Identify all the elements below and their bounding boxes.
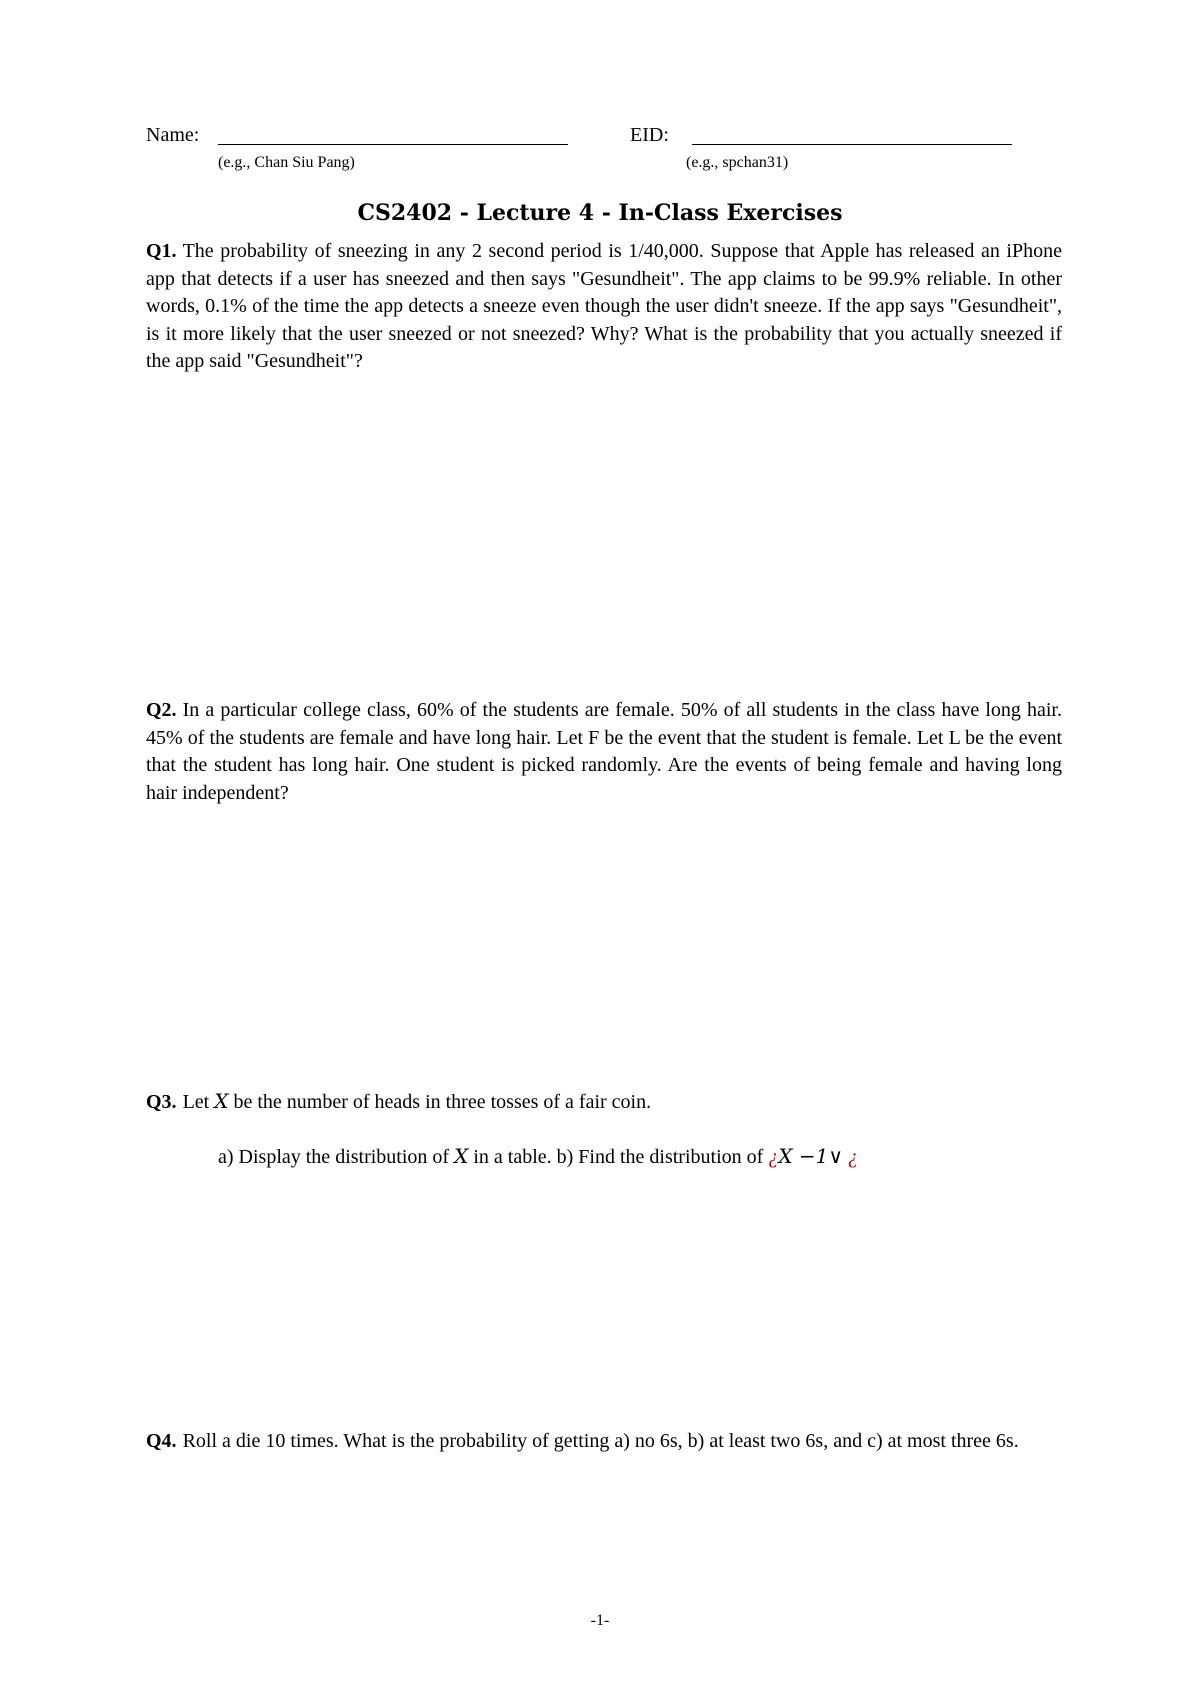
part-a-suffix: in a table. (473, 1146, 552, 1168)
eid-blank-line (692, 144, 1012, 145)
part-b-prefix: b) Find the distribution of (556, 1146, 764, 1168)
part-a-prefix: a) Display the distribution of (218, 1146, 450, 1168)
variable-x: X (214, 1089, 229, 1113)
question-3 (146, 1088, 1062, 1117)
eid-label: EID: (630, 124, 669, 146)
part-b-open-symbol: ¿ (768, 1146, 779, 1168)
question-4 (146, 1428, 1062, 1456)
page-number: -1- (590, 1612, 610, 1629)
question-text-after: be the number of heads in three tosses of a fair coin. (233, 1091, 652, 1113)
question-1 (146, 238, 1062, 376)
part-b-close-symbol: ¿ (848, 1146, 859, 1168)
page-title: CS2402 - Lecture 4 - In-Class Exercises (357, 200, 843, 226)
question-text: The probability of sneezing in any 2 second period is 1/40,000. Suppose that Apple has released an iPhone app that detects if a user has sneezed and then says "Gesundheit". The app claims to be 99.9% reliable. In other words, 0.1% of the time the app detects a sneeze even though the user didn't sneeze. If the app says "Gesundheit", is it more likely that the user sneezed or not sneezed? Why? What is the probability that you actually sneezed if the app said "Gesundheit"? (146, 240, 1062, 372)
part-b-expression: X −1∨ (778, 1144, 844, 1168)
question-3-parts (218, 1143, 1098, 1172)
name-blank-line (218, 144, 568, 145)
question-text-before: Let (182, 1091, 210, 1113)
question-label: Q2. (146, 699, 177, 721)
name-example: (e.g., Chan Siu Pang) (218, 154, 355, 171)
question-label: Q3. (146, 1091, 177, 1113)
question-label: Q4. (146, 1430, 177, 1452)
eid-example: (e.g., spchan31) (686, 154, 789, 171)
student-info-header (146, 124, 1066, 184)
name-label: Name: (146, 124, 200, 146)
question-label: Q1. (146, 240, 177, 262)
question-text: Roll a die 10 times. What is the probability of getting a) no 6s, b) at least two 6s, and c) at most three 6s. (182, 1430, 1019, 1452)
question-2 (146, 697, 1062, 807)
question-text: In a particular college class, 60% of the students are female. 50% of all students in the class have long hair. 45% of the students are female and have long hair. Let F be the event that the student is female. Let L be the event that the student has long hair. One student is picked randomly. Are the events of being female and having long hair independent? (146, 699, 1062, 804)
part-a-variable: X (454, 1144, 469, 1168)
